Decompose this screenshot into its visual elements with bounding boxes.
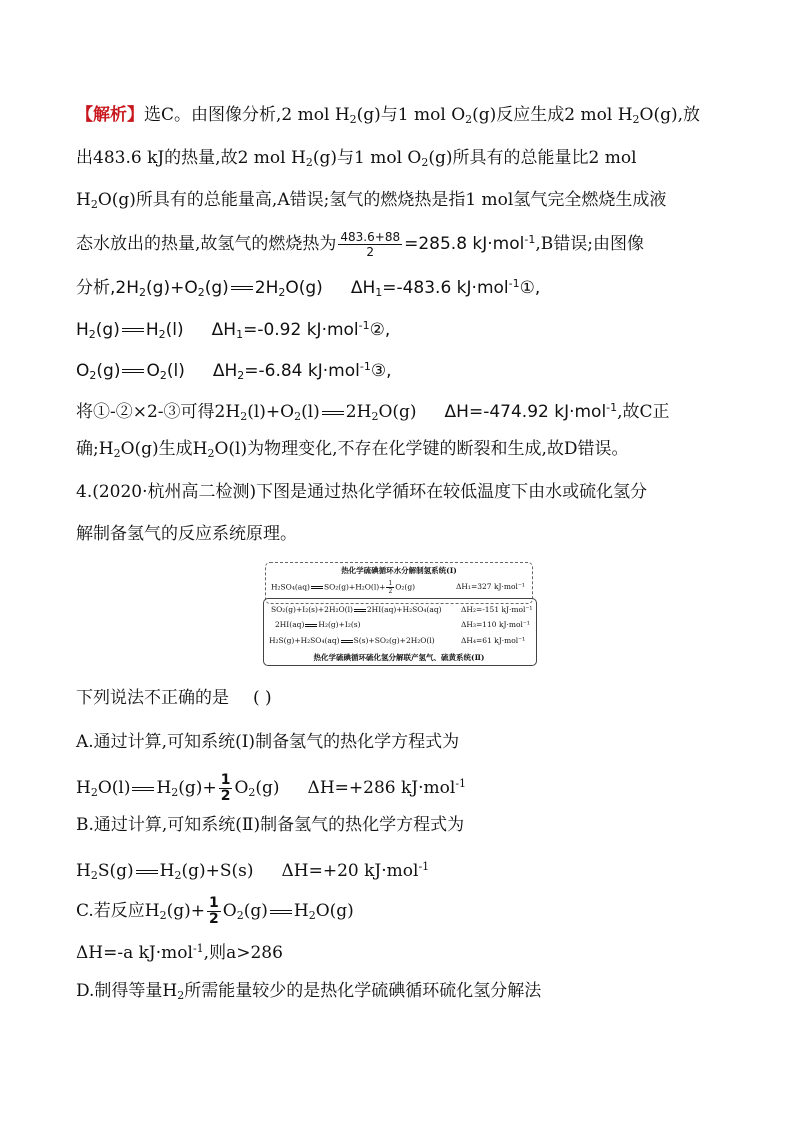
equals-arrow (122, 328, 144, 332)
question-prompt: 下列说法不正确的是 ( ) (76, 688, 272, 708)
reaction-2-dh: ΔH₂=-151 kJ·mol⁻¹ (461, 605, 533, 614)
analysis-line-8: 将①-②×2-③可得$2H_2(l)+O_2(l)$ $2H_2O(g)$ ΔH=-474.92 kJ·mol$^{-1}$,故C正 (76, 401, 670, 423)
equals-arrow (231, 286, 253, 290)
fraction: $\frac{483.6+88}{2}$ (340, 230, 401, 259)
question-line-1: 4.(2020·杭州高二检测)下图是通过热化学循环在较低温度下由水或硫化氢分 (76, 482, 648, 502)
reaction-1-dh: ΔH₁=327 kJ·mol⁻¹ (456, 582, 525, 591)
analysis-line-3: $H_2O(g)$所具有的总能量高,A错误;氢气的燃烧热是指1 mol氢气完全燃烧生成液 (76, 190, 667, 211)
analysis-line-7: $O_2(g)$ $O_2(l)$ $\Delta H_2=-6.84$ kJ·mol$^{-1}$③, (76, 360, 392, 382)
analysis-line-1: 【解析】选C。由图像分析,2 mol $H_2(g)$与1 mol $O_2(g)$反应生成2 mol $H_2O(g)$,放 (76, 105, 701, 126)
system-2-title: 热化学硫碘循环硫化氢分解联产氢气、硫黄系统(Ⅱ) (313, 653, 485, 662)
reaction-4: H₂S(g)+H₂SO₄(aq) S(s)+SO₂(g)+2H₂O(l) (269, 636, 435, 645)
option-c-line-2: ΔH=-a kJ·mol$^{-1}$,则a>286 (76, 942, 283, 963)
equals-arrow (122, 369, 144, 373)
analysis-line-6: $H_2(g)$ $H_2(l)$ $\Delta H_1=-0.92$ kJ·mol$^{-1}$②, (76, 319, 391, 341)
option-c-line-1: C.若反应$H_2(g)+$ $\frac{1}{2}$ $O_2(g)$ $H_2O(g)$ (76, 895, 354, 927)
reaction-3-dh: ΔH₃=110 kJ·mol⁻¹ (461, 620, 530, 629)
system-1-title: 热化学硫碘循环水分解制氢系统(Ⅰ) (341, 566, 457, 575)
reaction-system-figure (261, 560, 537, 668)
option-a-line-2: $H_2O(l)$ $H_2(g)+$ $\frac{1}{2}$ $O_2(g)$ ΔH=+286 kJ·mol$^{-1}$ (76, 772, 467, 804)
analysis-tag: 【解析】 (76, 105, 144, 125)
analysis-line-2: 出483.6 kJ的热量,故2 mol $H_2(g)$与1 mol $O_2(g)$所具有的总能量比2 mol (76, 148, 637, 169)
reaction-4-dh: ΔH₄=61 kJ·mol⁻¹ (461, 636, 526, 645)
analysis-line-5: 分析$,2H_2(g)+O_2(g)$ $2H_2O(g)$ $\Delta H_1=-483.6$ kJ·mol$^{-1}$①, (76, 277, 541, 299)
option-b-line-1: B.通过计算,可知系统(Ⅱ)制备氢气的热化学方程式为 (76, 815, 465, 835)
equals-arrow (322, 411, 344, 415)
option-a-line-1: A.通过计算,可知系统(Ⅰ)制备氢气的热化学方程式为 (76, 732, 460, 752)
option-b-line-2: $H_2S(g)$ $H_2(g)+S(s)$ ΔH=+20 kJ·mol$^{-1}$ (76, 860, 430, 882)
reaction-1: H₂SO₄(aq) SO₂(g)+H₂O(l)+ $\frac{1}{2}$ O₂(g) (271, 580, 416, 595)
reaction-3: 2HI(aq) H₂(g)+I₂(s) (275, 620, 361, 629)
analysis-line-9: 确$;H_2O(g)$生成$H_2O(l)$为物理变化,不存在化学键的断裂和生成,故D错误。 (76, 439, 629, 460)
question-line-2: 解制备氢气的反应系统原理。 (76, 524, 297, 544)
analysis-line-4: 态水放出的热量,故氢气的燃烧热为 $\frac{483.6+88}{2}$ =285.8 kJ·mol$^{-1}$,B错误;由图像 (76, 230, 644, 259)
option-d-line-1: D.制得等量$H_2$所需能量较少的是热化学硫碘循环硫化氢分解法 (76, 981, 542, 1002)
reaction-2: SO₂(g)+I₂(s)+2H₂O(l) 2HI(aq)+H₂SO₄(aq) (271, 605, 442, 614)
